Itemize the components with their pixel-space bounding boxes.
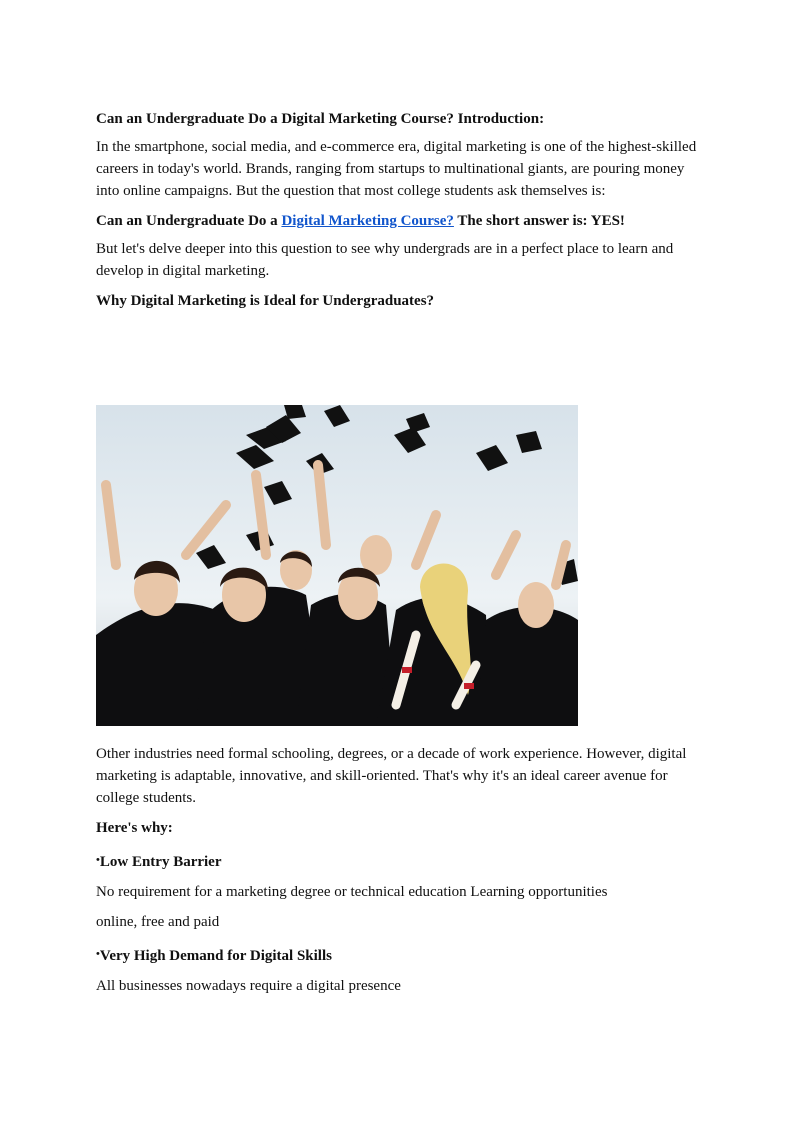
bullet-1-text-line-1: No requirement for a marketing degree or technical education Learning opportunities bbox=[96, 884, 608, 900]
why-heading: Why Digital Marketing is Ideal for Undergraduates? bbox=[96, 293, 435, 309]
delve-paragraph: But let's delve deeper into this question to see why undergrads are in a perfect place to learn and develop in digital marketing. bbox=[96, 241, 674, 279]
graduates-illustration bbox=[96, 405, 578, 726]
bullet-icon: • bbox=[96, 854, 100, 866]
bullet-icon: • bbox=[96, 948, 100, 960]
question-heading bbox=[96, 210, 706, 232]
intro-paragraph: In the smartphone, social media, and e-commerce era, digital marketing is one of the highest-skilled careers in today's world. Brands, ranging from startups to multinational giants, are pouring money into online campaigns. But the question that most college students ask themselves is: bbox=[96, 139, 697, 199]
bullet-2-text-line-1: All businesses nowadays require a digital presence bbox=[96, 978, 401, 994]
bullet-high-demand bbox=[96, 943, 706, 967]
title-heading: Can an Undergraduate Do a Digital Marketing Course? Introduction: bbox=[96, 111, 545, 127]
bullet-1-text-line-2: online, free and paid bbox=[96, 914, 220, 930]
question-suffix: The short answer is: YES! bbox=[453, 213, 625, 229]
bullet-title: Low Entry Barrier bbox=[99, 854, 222, 870]
bullet-low-entry-barrier bbox=[96, 849, 706, 873]
other-industries-paragraph: Other industries need formal schooling, degrees, or a decade of work experience. However, digital marketing is adaptable, innovative, and skill-oriented. That's why it's an ideal career avenue for college students. bbox=[96, 746, 687, 806]
question-prefix: Can an Undergraduate Do a bbox=[96, 213, 282, 229]
bullet-title: Very High Demand for Digital Skills bbox=[99, 948, 332, 964]
document-body bbox=[96, 108, 706, 318]
heres-why-heading: Here's why: bbox=[96, 820, 173, 836]
document-body-continued bbox=[96, 743, 706, 1005]
graduates-photo bbox=[96, 405, 578, 726]
digital-marketing-course-link[interactable]: Digital Marketing Course? bbox=[281, 213, 454, 229]
